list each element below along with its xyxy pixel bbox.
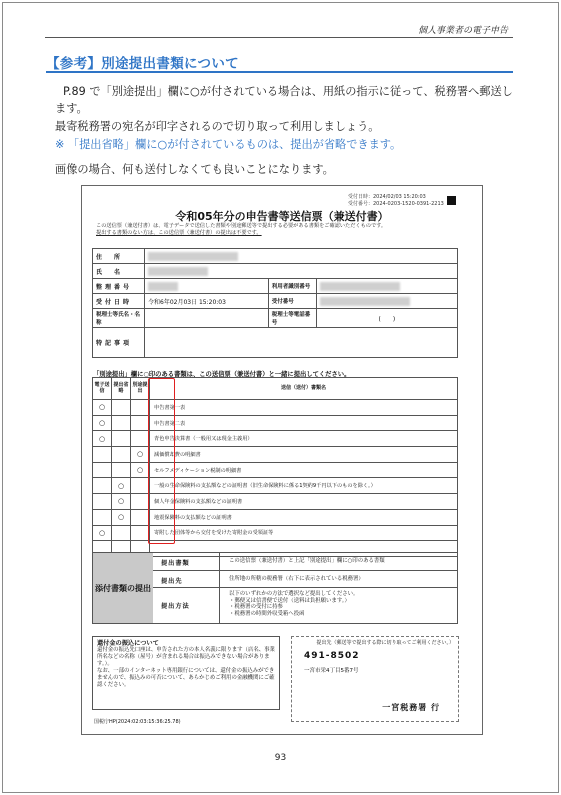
attachment-heading: 添付書類の提出 [93, 553, 153, 623]
document-name: 寄附した団体等から交付を受けた寄附金の受領証等 [150, 525, 458, 541]
document-name: 減価償却費の明細書 [150, 447, 458, 463]
refund-heading: 還付金の振込について [97, 640, 159, 647]
attachment-row-destination: 提出先 住所地の所轄の税務署（右下に表示されている税務署） [153, 571, 457, 588]
paragraph-omission-note: ※ 「提出省略」欄に○が付されているものは、提出が省略できます。 [55, 138, 402, 151]
electronic-mark [93, 494, 112, 510]
page-number: 93 [274, 753, 287, 763]
user-id-value [316, 279, 457, 294]
user-id-label: 利用者識別番号 [268, 279, 316, 294]
omitted-mark [112, 415, 131, 431]
separate-mark [131, 400, 150, 416]
address-value [145, 249, 458, 264]
address-label: 住 所 [93, 249, 145, 264]
separate-mark [131, 525, 150, 541]
header-rule [45, 37, 513, 38]
tax-accountant-label: 税理士等氏名・名称 [93, 309, 145, 328]
document-name: 個人年金保険料の支払額などの証明書 [150, 494, 458, 510]
omitted-mark: ○ [112, 509, 131, 525]
omitted-mark [112, 525, 131, 541]
special-notes-label: 特記事項 [93, 328, 145, 358]
form-note-underlined: 提出する書類のない方は、この送信票（兼送付書）の提出は不要です。 [96, 230, 262, 236]
separate-mark [131, 415, 150, 431]
column-header-omitted: 提出省略 [112, 378, 131, 400]
document-page [2, 2, 559, 793]
attachment-section [92, 552, 458, 624]
electronic-mark [93, 462, 112, 478]
electronic-mark: ○ [93, 400, 112, 416]
form-footer: 国税庁HP(2024:02:03:15:36:25.78) [94, 719, 181, 725]
omitted-mark [112, 462, 131, 478]
column-header-separate: 別途提出 [131, 378, 150, 400]
separate-mark [131, 509, 150, 525]
reference-number-label: 整理番号 [93, 279, 145, 294]
document-name: 一般の生命保険料の支払額などの証明書（旧生命保険料に係る1契約9千円以下のものを除く。） [150, 478, 458, 494]
document-name: 申告書第一表 [150, 400, 458, 416]
running-header: 個人事業者の電子申告 [417, 26, 508, 36]
document-name: 地震保険料の支払額などの証明書 [150, 509, 458, 525]
black-square-mark [447, 196, 456, 205]
attachment-row-method: 提出方法 以下のいずれかの方法で選択など提出してください。 ・郵便又は信書便で送付（送料は負担願います。） ・税務署の受付に持参 ・税務署の時間外収受箱へ投函 [153, 588, 457, 623]
receipt-number-value [316, 294, 457, 309]
refund-notice: 還付金の振込について 還付金の振込先口座は、申告された方の本人名義に限ります（店名、事業所名などの名称（屋号）が含まれる場合は振込みできない場合があります。）。 なお、一部のインターネット専用銀行については、還付金の振込みができませんので、振込みの可否について、あらかじめご利用の金融機関にご確認ください。 [92, 636, 280, 710]
column-header-document-name: 送信（送付）書類名 [150, 378, 458, 400]
name-label: 氏 名 [93, 264, 145, 279]
street-address: 一宮市栄4丁目5番7号 [304, 668, 359, 674]
special-notes-value [145, 328, 458, 358]
omitted-mark: ○ [112, 478, 131, 494]
form-title: 令和05年分の申告書等送信票（兼送付書） [175, 210, 389, 223]
redacted-value [148, 252, 238, 261]
documents-table [92, 377, 458, 557]
attachment-row-documents: 提出書類 この送信票（兼送付書）と上記「別途提出」欄に○印のある書類 [153, 553, 457, 571]
postal-code: 491-8502 [304, 651, 360, 661]
omitted-mark [112, 431, 131, 447]
document-name: 申告書第二表 [150, 415, 458, 431]
electronic-mark: ○ [93, 525, 112, 541]
electronic-mark [93, 509, 112, 525]
form-note: この送信票（兼送付書）は、電子データで送信した書類や別途郵送等で提出する必要がある書類をご確認いただくものです。 [96, 223, 387, 229]
tax-office-name: 一宮税務署 行 [382, 703, 440, 712]
electronic-mark [93, 447, 112, 463]
electronic-mark [93, 478, 112, 494]
redacted-value [320, 282, 400, 291]
form-meta: 受付日時：2024/02/03 15:20:03 受付番号：2024-0203-1520-0391-2213 [348, 194, 444, 207]
electronic-mark: ○ [93, 415, 112, 431]
separate-submission-highlight [148, 378, 175, 544]
document-name: セルフメディケーション税制の明細書 [150, 462, 458, 478]
name-value [145, 264, 458, 279]
redacted-value [148, 267, 208, 276]
reference-number-value [145, 279, 269, 294]
tax-accountant-phone-value: ( ) [316, 309, 457, 328]
tax-accountant-phone-label: 税理士等電話番号 [268, 309, 316, 328]
mailing-address-label: 提出先（郵送等で提出する際に切り取ってご利用ください。） 491-8502 一宮市栄4丁目5番7号 一宮税務署 行 [291, 636, 459, 722]
docs-notice: 「別途提出」欄に○印のある書類は、この送信票（兼送付書）と一緒に提出してください。 [93, 371, 351, 378]
separate-mark [131, 431, 150, 447]
paragraph-address-label: 最寄税務署の宛名が印字されるので切り取って利用しましょう。 [55, 120, 380, 133]
omitted-mark: ○ [112, 494, 131, 510]
receipt-date-label: 受付日時 [93, 294, 145, 309]
tax-accountant-value [145, 309, 269, 328]
applicant-info-table [92, 248, 458, 358]
column-header-electronic: 電子送信 [93, 378, 112, 400]
document-name: 青色申告決算書（一般用又は現金主義用） [150, 431, 458, 447]
title-rule [46, 71, 513, 73]
omitted-mark [112, 400, 131, 416]
receipt-number-label: 受付番号 [268, 294, 316, 309]
section-title: 【参考】別途提出書類について [46, 56, 239, 72]
paragraph-mail-instructions: P.89 で「別途提出」欄に○が付されている場合は、用紙の指示に従って、税務署へ郵送します。 [55, 85, 513, 115]
transmission-form-image [81, 185, 483, 735]
separate-mark [131, 494, 150, 510]
receipt-date-value: 令和6年02月03日 15:20:03 [145, 294, 269, 309]
electronic-mark: ○ [93, 431, 112, 447]
separate-mark: ○ [131, 447, 150, 463]
redacted-value [320, 297, 410, 306]
separate-mark [131, 478, 150, 494]
separate-mark: ○ [131, 462, 150, 478]
paragraph-image-note: 画像の場合、何も送付しなくても良いことになります。 [55, 163, 334, 176]
omitted-mark [112, 447, 131, 463]
redacted-value [148, 282, 178, 291]
